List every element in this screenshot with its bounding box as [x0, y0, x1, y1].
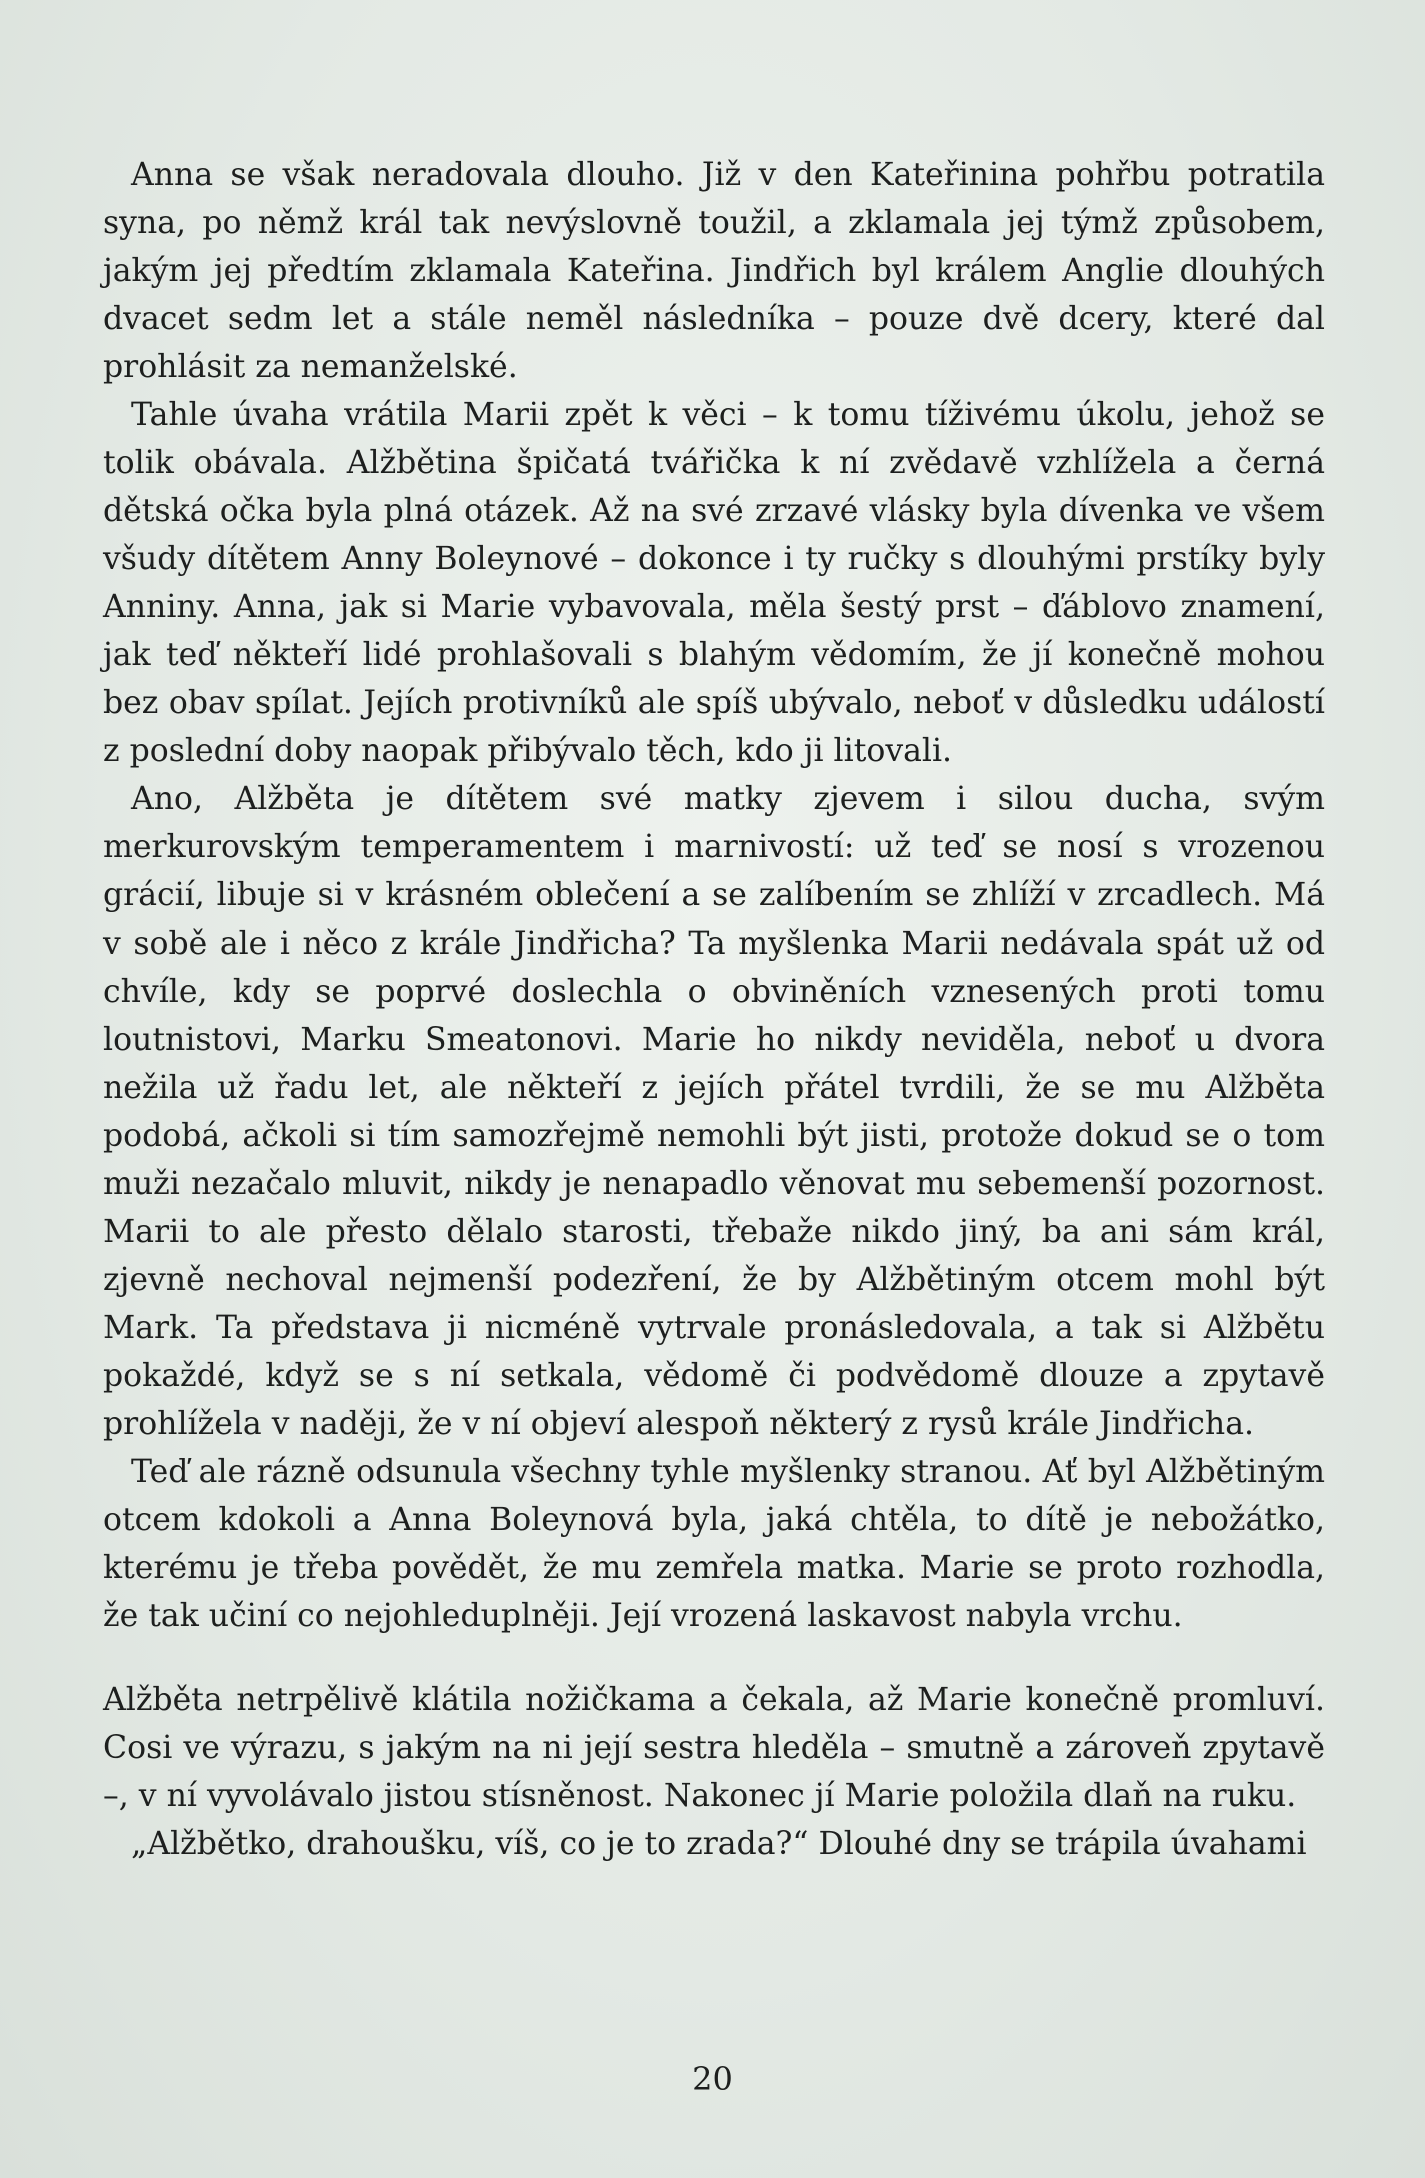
paragraph-1: Anna se však neradovala dlouho. Již v den Kateřinina pohřbu potratila syna, po němž král tak nevýslovně toužil, a zklamala jej týmž způsobem, jakým jej předtím zklamala Kateřina. Jindřich byl králem Anglie dlouhých dvacet sedm let a stále neměl následníka – pouze dvě dcery, které dal prohlásit za nemanželské.	[103, 157, 1325, 386]
paragraph-2: Tahle úvaha vrátila Marii zpět k věci – k tomu tíživému úkolu, jehož se tolik obávala. Alžbětina špičatá tvářička k ní zvědavě vzhlížela a černá dětská očka byla plná otázek. Až na své zrzavé vlásky byla dívenka ve všem všudy dítětem Anny Boleynové – dokonce i ty ručky s dlouhými prstíky byly Anniny. Anna, jak si Marie vybavovala, měla šestý prst – ďáblovo znamení, jak teď někteří lidé prohlašovali s blahým vědomím, že jí konečně mohou bez obav spílat. Jejích protivníků ale spíš ubývalo, neboť v důsledku událostí z poslední doby naopak přibývalo těch, kdo ji litovali.	[103, 397, 1325, 770]
paragraph-3: Ano, Alžběta je dítětem své matky zjevem i silou ducha, svým merkurovským temperamentem i marnivostí: už teď se nosí s vrozenou grácií, libuje si v krásném oblečení a se zalíbením se zhlíží v zrcadlech. Má v sobě ale i něco z krále Jindřicha? Ta myšlenka Marii nedávala spát už od chvíle, kdy se poprvé doslechla o obviněních vznesených proti tomu loutnistovi, Marku Smeatonovi. Marie ho nikdy neviděla, neboť u dvora nežila už řadu let, ale někteří z jejích přátel tvrdili, že se mu Alžběta podobá, ačkoli si tím samozřejmě nemohli být jisti, protože dokud se o tom muži nezačalo mluvit, nikdy je nenapadlo věnovat mu sebemenší pozornost. Marii to ale přesto dělalo starosti, třebaže nikdo jiný, ba ani sám král, zjevně nechoval nejmenší podezření, že by Alžbětiným otcem mohl být Mark. Ta představa ji nicméně vytrvale pronásledovala, a tak si Alžbětu pokaždé, když se s ní setkala, vědomě či podvědomě dlouze a zpytavě prohlížela v naději, že v ní objeví alespoň některý z rysů krále Jindřicha.	[103, 781, 1325, 1442]
text-section-1	[103, 151, 1325, 1640]
paragraph-4: Teď ale rázně odsunula všechny tyhle myšlenky stranou. Ať byl Alžbětiným otcem kdokoli a Anna Boleynová byla, jaká chtěla, to dítě je nebožátko, kterému je třeba povědět, že mu zemřela matka. Marie se proto rozhodla, že tak učiní co nejohleduplněji. Její vrozená laskavost nabyla vrchu.	[103, 1453, 1325, 1634]
page-number: 20	[692, 2060, 733, 2098]
text-section-2	[103, 1676, 1325, 1868]
paragraph-6: „Alžbětko, drahoušku, víš, co je to zrada?“ Dlouhé dny se trápila úvahami	[131, 1826, 1307, 1863]
paragraph-5: Alžběta netrpělivě klátila nožičkama a čekala, až Marie konečně promluví. Cosi ve výrazu, s jakým na ni její sestra hleděla – smutně a zároveň zpytavě –, v ní vyvolávalo jistou stísněnost. Nakonec jí Marie položila dlaň na ruku.	[103, 1682, 1325, 1815]
